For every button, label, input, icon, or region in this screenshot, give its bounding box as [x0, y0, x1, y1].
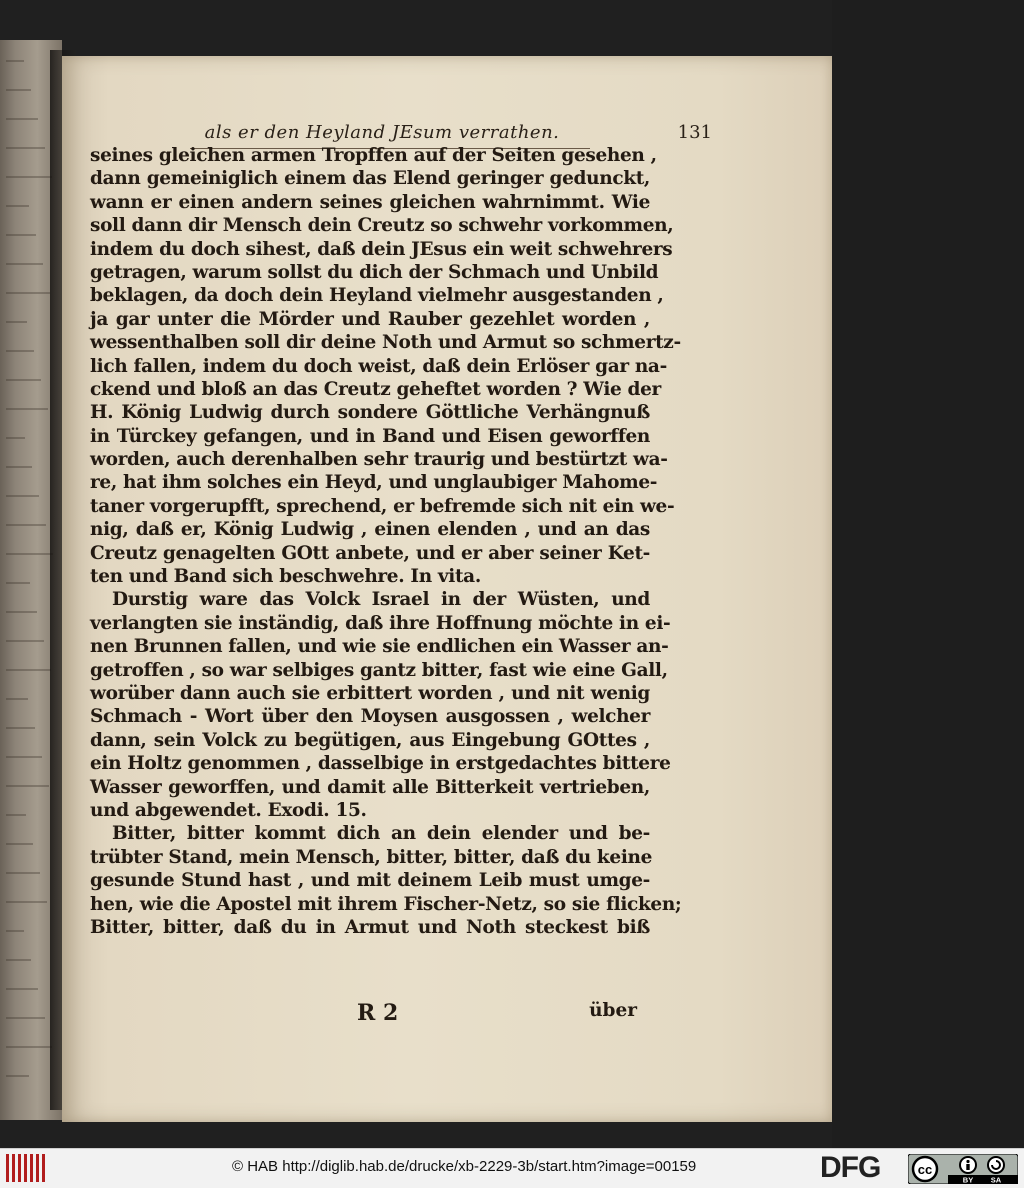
text-line: Creutz genagelten GOtt anbete, und er aber seiner Ket-	[90, 542, 650, 564]
page-edge-streak	[6, 959, 31, 961]
text-line: verlangten sie inständig, daß ihre Hoffnung möchte in ei-	[90, 612, 671, 634]
page-edge-streak	[6, 524, 46, 526]
text-line: dann gemeiniglich einem das Elend geringer gedunckt,	[90, 168, 650, 190]
page-edge-streak	[6, 988, 38, 990]
text-line: in Türckey gefangen, und in Band und Eisen geworffen	[90, 425, 650, 447]
scan-background	[832, 0, 1024, 1148]
page-edge-streak	[6, 553, 53, 555]
page-edge-streak	[6, 582, 30, 584]
text-line: worüber dann auch sie erbittert worden , und nit wenig	[90, 682, 650, 704]
page-edge-streak	[6, 379, 41, 381]
text-line: nig, daß er, König Ludwig , einen elenden , und an das	[90, 519, 650, 541]
page-edge-streak	[6, 408, 48, 410]
running-title: als er den Heyland JEsum verrathen.	[204, 122, 560, 143]
text-line: nen Brunnen fallen, und wie sie endlichen ein Wasser an-	[90, 636, 669, 658]
text-line: getroffen , so war selbiges gantz bitter, fast wie eine Gall,	[90, 659, 668, 681]
svg-text:cc: cc	[917, 1162, 933, 1177]
page-edge-streak	[6, 466, 32, 468]
page-edge-streak	[6, 669, 51, 671]
page-edge-streak	[6, 263, 43, 265]
page-edge-streak	[6, 611, 37, 613]
text-line: ten und Band sich beschwehre. In vita.	[90, 566, 481, 588]
text-line: wann er einen andern seines gleichen wahrnimmt. Wie	[90, 191, 650, 213]
text-line: Durstig ware das Volck Israel in der Wüsten, und	[112, 589, 650, 611]
text-line: dann, sein Volck zu begütigen, aus Eingebung GOttes ,	[90, 729, 650, 751]
text-line: Wasser geworffen, und damit alle Bitterkeit vertrieben,	[90, 776, 650, 798]
page-edge-streak	[6, 872, 40, 874]
text-line: H. König Ludwig durch sondere Göttliche Verhängnuß	[90, 402, 650, 424]
text-line: Bitter, bitter, daß du in Armut und Noth steckest biß	[90, 916, 650, 938]
book-page	[62, 56, 832, 1122]
page-edge-streak	[6, 89, 31, 91]
text-line: und abgewendet. Exodi. 15.	[90, 799, 367, 821]
page-edge-streak	[6, 930, 24, 932]
text-line: seines gleichen armen Tropffen auf der Seiten gesehen ,	[90, 145, 657, 166]
text-line: ckend und bloß an das Creutz geheftet worden ? Wie der	[90, 378, 661, 400]
page-edge-streak	[6, 814, 26, 816]
page-edge-streak	[6, 147, 45, 149]
signature-mark: R 2	[357, 1000, 399, 1026]
text-line: re, hat ihm solches ein Heyd, und unglaubiger Mahome-	[90, 472, 658, 494]
body-text	[90, 144, 682, 939]
page-edge-streak	[6, 1017, 45, 1019]
barcode-icon	[6, 1154, 46, 1182]
page-edge-streak	[6, 234, 36, 236]
text-line: indem du doch sihest, daß dein JEsus ein weit schwehrers	[90, 238, 673, 260]
page-edge-streak	[6, 118, 38, 120]
page-edge-streak	[6, 1046, 52, 1048]
text-line: worden, auch derenhalben sehr traurig und bestürtzt wa-	[90, 449, 668, 471]
cc-license-icon[interactable]	[908, 1154, 1018, 1184]
text-line: Schmach - Wort über den Moysen ausgossen , welcher	[90, 706, 650, 728]
footer-bar	[0, 1148, 1024, 1188]
text-line: gesunde Stund hast , und mit deinem Leib must umge-	[90, 870, 650, 892]
svg-text:BY: BY	[962, 1175, 974, 1184]
page-edge-streak	[6, 901, 47, 903]
text-line: hen, wie die Apostel mit ihrem Fischer-Netz, so sie flicken;	[90, 893, 682, 915]
page-edge-streak	[6, 495, 39, 497]
text-line: taner vorgerupfft, sprechend, er befremde sich nit ein we-	[90, 495, 675, 517]
text-line: ja gar unter die Mörder und Rauber gezehlet worden ,	[90, 308, 650, 330]
text-line: wessenthalben soll dir deine Noth und Armut so schmertz-	[90, 332, 681, 354]
page-footer-line	[327, 1000, 637, 1026]
page-edge-streak	[6, 1075, 29, 1077]
text-line: trübter Stand, mein Mensch, bitter, bitter, daß du keine	[90, 846, 653, 868]
svg-text:SA: SA	[990, 1175, 1002, 1184]
page-edge-streak	[6, 350, 34, 352]
page-edge-streak	[6, 437, 25, 439]
text-line: Bitter, bitter kommt dich an dein elender und be-	[112, 823, 650, 845]
page-edge-streak	[6, 843, 33, 845]
dfg-logo[interactable]: DFG	[820, 1151, 881, 1184]
page-edge-streak	[6, 292, 50, 294]
page-edge-streak	[6, 176, 52, 178]
catchword: über	[589, 1000, 637, 1021]
page-edge-streak	[6, 785, 49, 787]
page-edge-streak	[6, 640, 44, 642]
text-line: beklagen, da doch dein Heyland vielmehr ausgestanden ,	[90, 285, 664, 307]
text-line: lich fallen, indem du doch weist, daß dein Erlöser gar na-	[90, 355, 667, 377]
text-line: ein Holtz genommen , dasselbige in erstgedachtes bittere	[90, 753, 671, 775]
credit-link[interactable]: © HAB http://diglib.hab.de/drucke/xb-2229-3b/start.htm?image=00159	[232, 1158, 697, 1175]
page-edge-streak	[6, 321, 27, 323]
page-edge-streak	[6, 60, 24, 62]
page-edge-streak	[6, 756, 42, 758]
page-number: 131	[677, 122, 712, 143]
text-line: soll dann dir Mensch dein Creutz so schwehr vorkommen,	[90, 215, 674, 237]
page-edge-streak	[6, 205, 29, 207]
text-line: getragen, warum sollst du dich der Schmach und Unbild	[90, 261, 659, 283]
page-edge-streak	[6, 698, 28, 700]
page-edge-streak	[6, 727, 35, 729]
